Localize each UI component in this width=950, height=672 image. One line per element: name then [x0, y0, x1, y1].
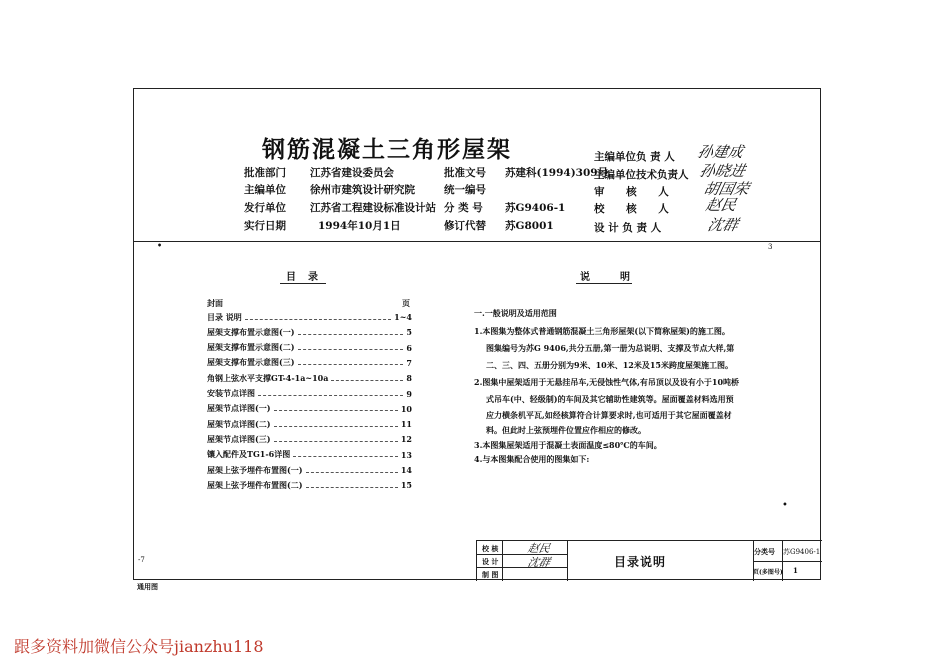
toc-row-page: 8	[406, 373, 412, 384]
toc-row-page: 14	[400, 465, 412, 475]
note-line: 料。但此时上弦预埋件位置应作相应的修改。	[486, 425, 646, 435]
meta-label: 统一编号	[444, 184, 486, 196]
note-line: 2.图集中屋架适用于无悬挂吊车,无侵蚀性气体,有吊顶以及设有小于10吨桥	[474, 377, 740, 387]
meta-label: 审 核 人	[594, 186, 669, 198]
signature: 沈群	[526, 556, 552, 569]
dot-mark: •	[782, 500, 788, 511]
toc-row-page: 15	[400, 480, 412, 491]
signature: 赵民	[703, 196, 738, 214]
signature: 沈群	[705, 216, 740, 234]
toc-row	[207, 449, 412, 461]
toc-leader	[298, 345, 404, 350]
meta-label: 发行单位	[244, 202, 286, 214]
document-title: 钢筋混凝土三角形屋架	[262, 136, 512, 163]
toc-row-label: 屋架支撑布置示意图(二)	[207, 342, 295, 353]
toc-row-page: 6	[406, 342, 412, 353]
meta-label: 主编单位负 责 人	[594, 151, 675, 163]
toc-row	[207, 326, 412, 338]
toc-row	[207, 403, 412, 415]
toc-row-label: 安装节点详图	[207, 388, 255, 398]
dot-mark: •	[157, 240, 163, 250]
page-mark: 3	[768, 243, 773, 251]
toc-row-label: 屋架支撑布置示意图(一)	[207, 326, 295, 337]
toc-row-page: 11	[400, 419, 412, 430]
meta-value: 江苏省建设委员会	[310, 167, 394, 179]
notes-heading: 说明	[580, 272, 660, 283]
note-line: 二、三、四、五册分别为9米、10米、12米及15米跨度屋架施工图。	[486, 360, 733, 370]
note-line: 式吊车(中、轻级制)的车间及其它辅助性建筑等。屋面覆盖材料选用预	[486, 394, 734, 404]
toc-row	[207, 357, 412, 369]
toc-leader	[258, 391, 403, 396]
meta-value: 江苏省工程建设标准设计站	[310, 202, 436, 214]
signature: 胡国荣	[701, 180, 751, 198]
page-number-value: 1	[793, 566, 798, 575]
meta-label: 实行日期	[244, 220, 286, 232]
meta-label: 设 计 负 责 人	[594, 222, 662, 234]
toc-row-label: 目录 说明	[207, 311, 242, 322]
toc-heading-underline	[280, 283, 326, 284]
toc-leader	[298, 360, 404, 365]
signature: 孙建成	[695, 143, 745, 161]
toc-row-label: 屋架节点详图(三)	[207, 433, 271, 444]
toc-leader	[274, 422, 398, 427]
toc-row-label: 屋架节点详图(二)	[207, 418, 271, 429]
note-line: 一.一般说明及适用范围	[474, 308, 557, 318]
toc-row-label: 屋架上弦予埋件布置图(一)	[207, 464, 303, 475]
toc-row-page: 10	[400, 403, 412, 414]
toc-row-page: 7	[406, 357, 412, 368]
note-line: 应力横条机平瓦,如经核算符合计算要求时,也可适用于其它屋面覆盖材	[486, 410, 732, 420]
toc-cover-label: 封面	[207, 298, 223, 308]
toc-leader	[274, 437, 398, 442]
meta-label: 主编单位	[244, 184, 286, 196]
meta-value: 徐州市建筑设计研究院	[310, 184, 415, 196]
note-line: 1.本图集为整体式普通钢筋混凝土三角形屋架(以下简称屋架)的施工图。	[474, 326, 730, 336]
toc-heading: 目录	[286, 272, 330, 283]
toc-leader	[306, 483, 398, 488]
meta-value: 苏G8001	[505, 220, 554, 232]
toc-leader	[245, 315, 391, 320]
toc-row-page: 9	[406, 388, 412, 399]
title-block-label: 制 图	[482, 570, 499, 579]
toc-page-column: 页	[402, 298, 410, 308]
corner-mark: -7	[138, 556, 145, 564]
notes-heading-underline	[576, 283, 632, 284]
toc-row	[207, 433, 412, 445]
toc-leader	[331, 376, 403, 381]
signature: 赵民	[526, 542, 552, 555]
title-block-label: 设 计	[482, 557, 499, 566]
toc-row	[207, 311, 412, 323]
toc-row-page: 12	[400, 434, 412, 445]
toc-row-label: 屋架支撑布置示意图(三)	[207, 357, 295, 368]
footer-watermark: 跟多资料加微信公众号jianzhu118	[14, 637, 264, 656]
note-line: 4.与本图集配合使用的图集如下:	[474, 454, 590, 464]
meta-value: 苏G9406-1	[505, 202, 566, 214]
meta-value: 苏建科(1994)309号	[505, 167, 609, 179]
meta-label: 批准部门	[244, 167, 286, 179]
toc-leader	[293, 452, 398, 457]
toc-row	[207, 479, 412, 491]
toc-row-label: 屋架节点详图(一)	[207, 403, 271, 414]
class-number-label: 分类号	[754, 547, 775, 556]
side-label: 通用图	[137, 582, 158, 591]
toc-row-label: 角钢上弦水平支撑GT-4-1a~10a	[207, 372, 329, 383]
toc-row	[207, 464, 412, 476]
toc-row-label: 镶入配件及TG1-6详图	[207, 449, 291, 460]
meta-label: 校 核 人	[594, 203, 669, 215]
toc-leader	[274, 406, 398, 411]
page-number-label: 页(多图号)	[753, 569, 783, 576]
drawing-name: 目录说明	[614, 555, 667, 569]
toc-row	[207, 342, 412, 354]
toc-row	[207, 372, 412, 384]
toc-leader	[298, 330, 404, 335]
header-divider	[133, 241, 821, 242]
toc-row-page: 1~4	[394, 312, 412, 322]
note-line: 图集编号为苏G 9406,共分五册,第一册为总说明、支撑及节点大样,第	[486, 343, 735, 353]
toc-row-page: 5	[406, 327, 412, 338]
toc-row	[207, 388, 412, 400]
toc-row-page: 13	[400, 449, 412, 460]
meta-value: 1994年10月1日	[318, 220, 401, 232]
meta-label: 主编单位技术负责人	[594, 169, 689, 181]
meta-label: 批准文号	[444, 167, 486, 179]
toc-leader	[306, 468, 398, 473]
meta-label: 分 类 号	[444, 202, 483, 214]
signature: 孙晓进	[697, 162, 747, 180]
toc-row-label: 屋架上弦予埋件布置图(二)	[207, 479, 303, 490]
toc-row	[207, 418, 412, 430]
title-block-label: 校 核	[482, 544, 499, 553]
class-number-value: 苏G9406-1	[783, 548, 821, 556]
note-line: 3.本图集屋架适用于混凝土表面温度≤80℃的车间。	[474, 440, 662, 450]
meta-label: 修订代替	[444, 220, 486, 232]
